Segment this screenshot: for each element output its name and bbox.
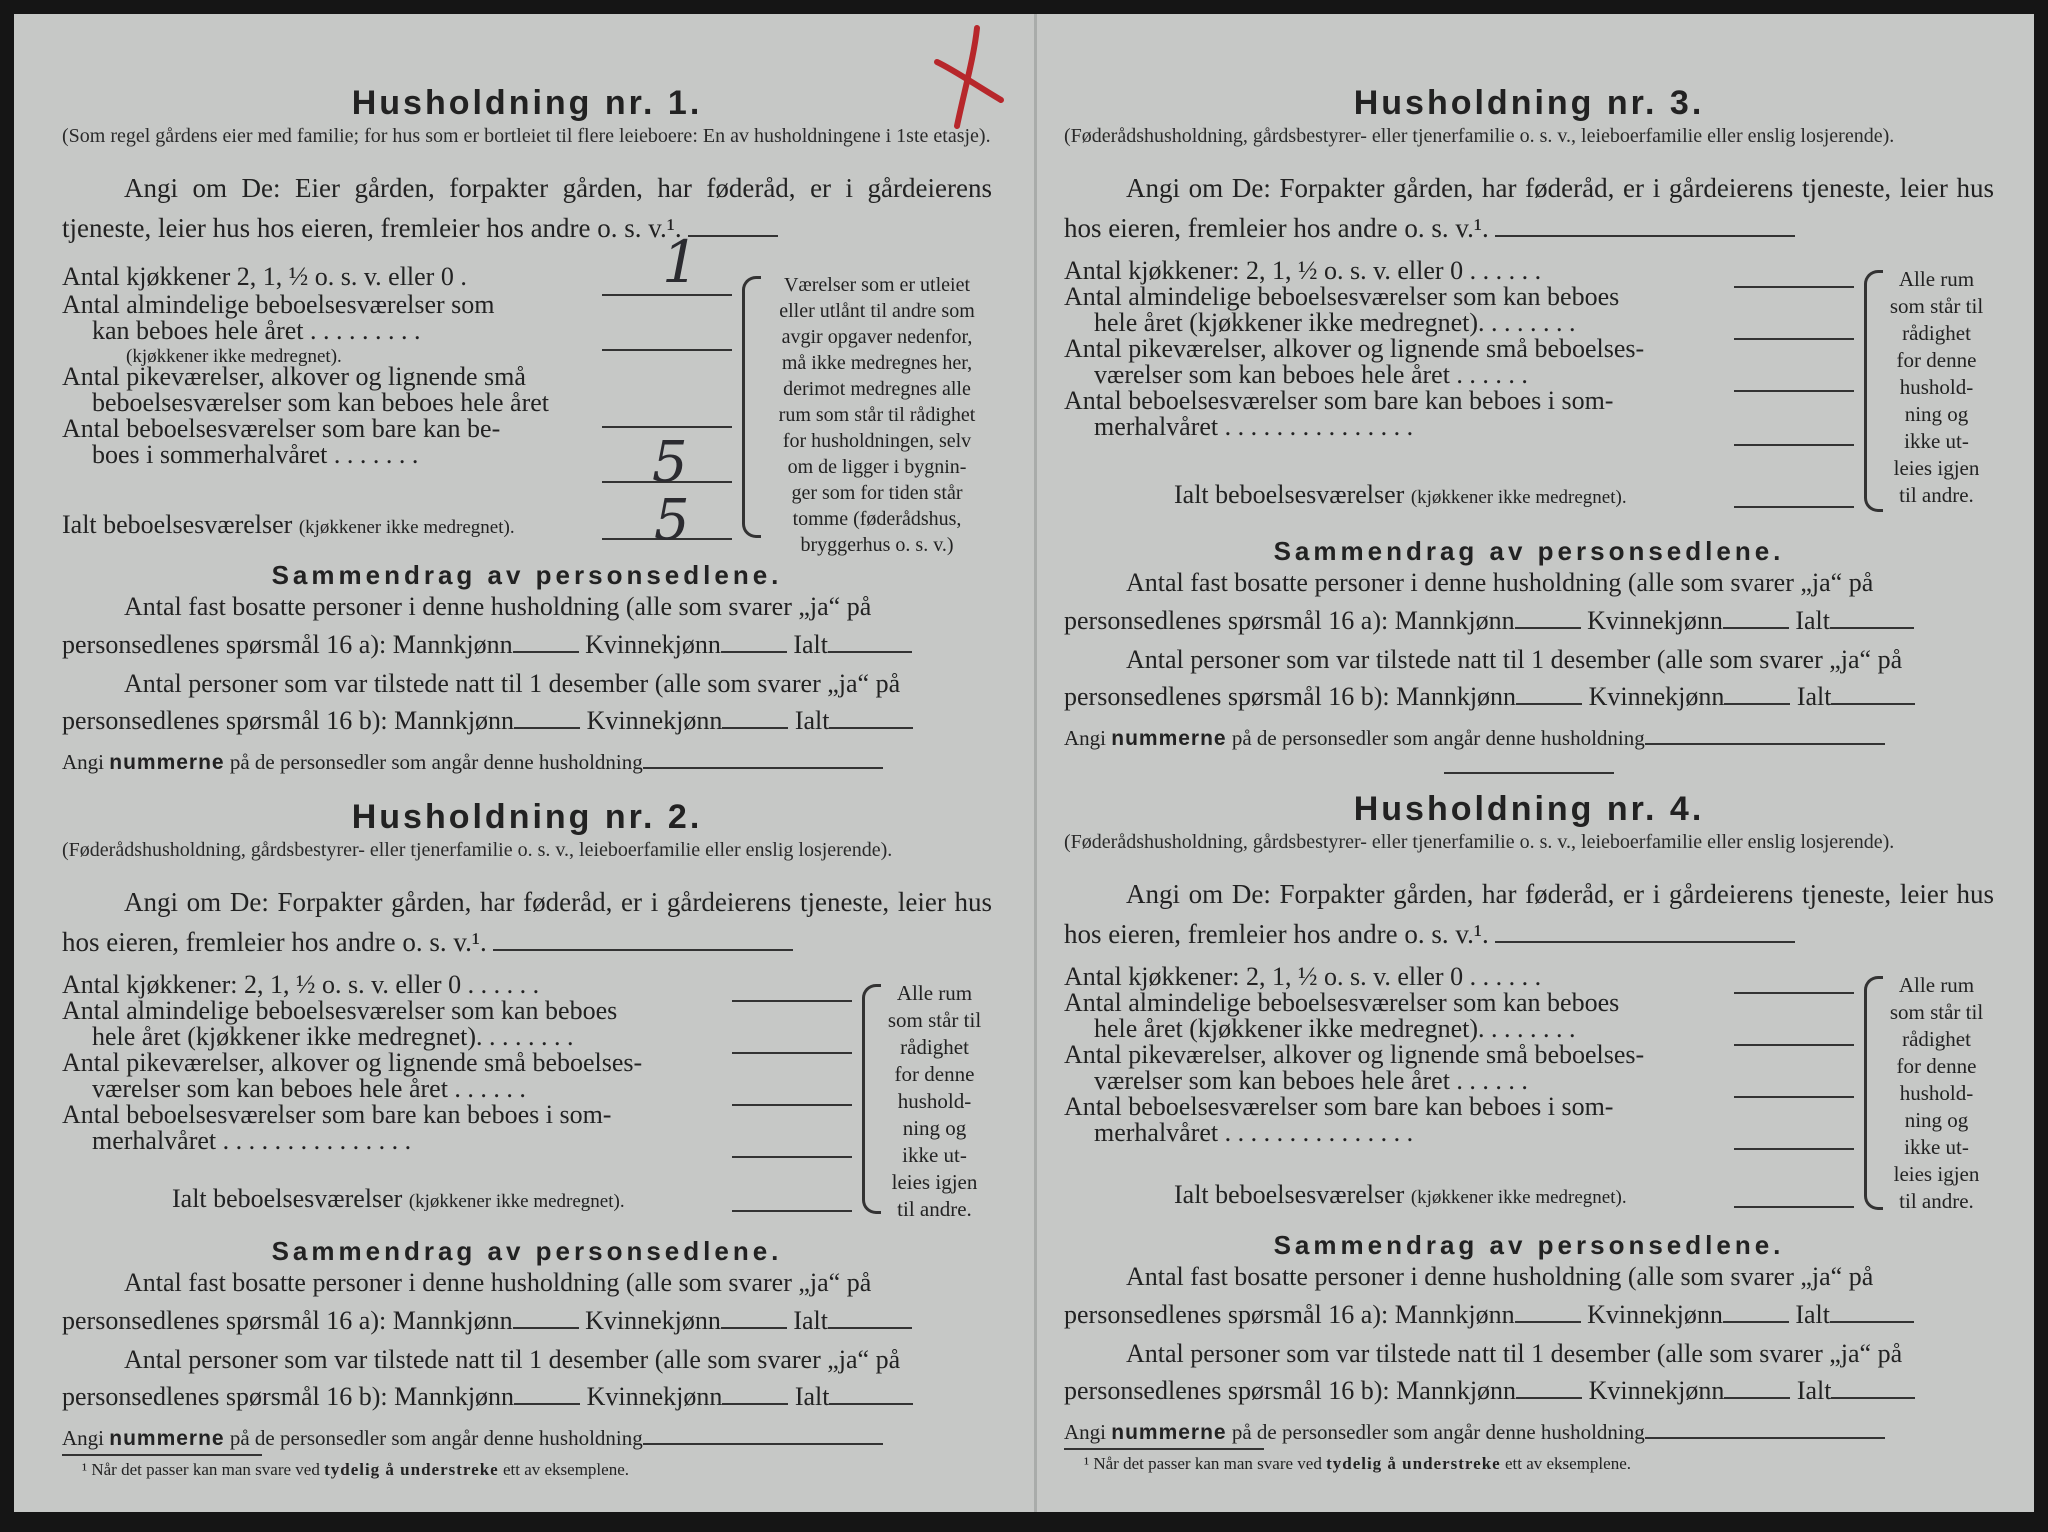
hh1-summary-q1: [62, 592, 992, 622]
left-footnote-pre: Når det passer kan man svare ved: [91, 1460, 320, 1479]
hh1-summary-q2: [62, 669, 992, 699]
hh3-angi-bold: nummerne: [1111, 727, 1227, 750]
census-form-sheet: [14, 14, 2034, 1512]
hh1-q1-label: personsedlenes spørsmål 16 a):: [62, 630, 387, 659]
hh2-angi-post: på de personsedler som angår denne husholdning: [229, 1426, 643, 1450]
hh2-total-field[interactable]: [732, 1210, 852, 1212]
hh3-regular-rooms-field[interactable]: [1734, 338, 1854, 340]
hh4-q1-male-label: Mannkjønn: [1394, 1300, 1515, 1329]
hh1-q1-female-label: Kvinnekjønn: [585, 630, 721, 659]
hh1-angi-pre: Angi: [62, 750, 104, 774]
hh4-q2-male-field[interactable]: [1516, 1377, 1582, 1399]
household-3-question: [1064, 168, 1994, 248]
hh1-brace: [742, 276, 761, 538]
hh2-summer-rooms-row-cont: merhalvåret . . . . . . . . . . . . . . .: [92, 1126, 412, 1155]
hh1-q1-female-field[interactable]: [721, 631, 787, 653]
household-3-question-text: Angi om De: Forpakter gården, har føderåd, er i gårdeierens tjeneste, leier hus hos eieren, fremleier hos andre o. s. v.¹.: [1064, 173, 1994, 243]
hh4-q2-male-label: Mannkjønn: [1396, 1376, 1517, 1405]
hh1-small-rooms-field[interactable]: [602, 426, 732, 428]
hh4-small-rooms-field[interactable]: [1734, 1096, 1854, 1098]
household-2-status-field[interactable]: [493, 925, 793, 951]
hh4-summer-rooms-row-cont: merhalvåret . . . . . . . . . . . . . . .: [1094, 1118, 1414, 1147]
hh2-q1-total-field[interactable]: [828, 1307, 912, 1329]
hh3-q1-female-field[interactable]: [1723, 607, 1789, 629]
hh1-side-note-line: må ikke medregnes her,: [781, 352, 973, 374]
hh3-side-note-line: rådighet: [1902, 321, 1971, 345]
household-4-note: (Føderådshusholdning, gårdsbestyrer- eller tjenerfamilie o. s. v., leieboerfamilie eller enslig losjerende).: [1064, 831, 1895, 853]
hh4-summer-rooms-field[interactable]: [1734, 1148, 1854, 1150]
hh2-side-note-line: ning og: [902, 1116, 967, 1140]
hh1-kitchens-row: Antal kjøkkener 2, 1, ½ o. s. v. eller 0 .: [62, 262, 467, 291]
left-footnote-marker: ¹: [82, 1460, 88, 1479]
hh2-angi-numbers: [62, 1426, 992, 1451]
hh1-summary-q1-answers: [62, 630, 992, 660]
hh1-side-note-line: rum som står til rådighet: [778, 404, 976, 426]
hh3-side-note-line: hushold-: [1899, 375, 1974, 399]
hh1-total-handwritten: 5: [654, 488, 690, 553]
household-2-question: [62, 882, 992, 962]
household-2-note: (Føderådshusholdning, gårdsbestyrer- eller tjenerfamilie o. s. v., leieboerfamilie eller enslig losjerende).: [62, 839, 893, 861]
hh4-q1-total-label: Ialt: [1795, 1300, 1831, 1329]
hh1-q1-total-label: Ialt: [793, 630, 829, 659]
hh3-q1-label: personsedlenes spørsmål 16 a):: [1064, 606, 1389, 635]
hh2-q1-female-label: Kvinnekjønn: [585, 1306, 721, 1335]
household-2-question-text: Angi om De: Forpakter gården, har føderåd, er i gårdeierens tjeneste, leier hus hos eieren, fremleier hos andre o. s. v.¹.: [62, 887, 992, 957]
hh1-side-note-line: eller utlånt til andre som: [779, 300, 975, 322]
hh3-q1-female-label: Kvinnekjønn: [1587, 606, 1723, 635]
hh2-q2-male-label: Mannkjønn: [394, 1382, 515, 1411]
hh2-q2-female-field[interactable]: [722, 1383, 788, 1405]
hh3-side-note-line: til andre.: [1899, 483, 1974, 507]
hh1-regular-rooms-row-cont: kan beboes hele året . . . . . . . . .: [92, 316, 421, 345]
hh4-summary-q1: [1064, 1262, 1994, 1292]
hh2-q1-total-label: Ialt: [793, 1306, 829, 1335]
hh2-side-note-line: Alle rum: [896, 981, 973, 1005]
hh3-side-note-line: ning og: [1904, 402, 1969, 426]
hh3-angi-post: på de personsedler som angår denne husholdning: [1231, 726, 1645, 750]
hh3-q2-total-label: Ialt: [1796, 682, 1832, 711]
hh4-side-note-line: ning og: [1904, 1108, 1969, 1132]
hh4-regular-rooms-field[interactable]: [1734, 1044, 1854, 1046]
hh4-side-note-line: ikke ut-: [1904, 1135, 1969, 1159]
hh3-q2-label: personsedlenes spørsmål 16 b):: [1064, 682, 1390, 711]
hh1-kitchens-handwritten: 1: [662, 228, 699, 296]
household-1-question-text: Angi om De: Eier gården, forpakter gården, har føderåd, er i gårdeierens tjeneste, leier hus hos eieren, fremleier hos andre o. s. v.¹.: [62, 173, 992, 243]
household-4-rooms: [1064, 964, 1724, 1146]
hh3-q1-total-field[interactable]: [1830, 607, 1914, 629]
hh1-summer-rooms-row-cont: boes i sommerhalvåret . . . . . . .: [92, 440, 419, 469]
hh1-q2-female-field[interactable]: [722, 707, 788, 729]
hh2-summary-q2-text: Antal personer som var tilstede natt til 1 desember (alle som svarer „ja“ på: [124, 1345, 901, 1374]
hh4-kitchens-row: Antal kjøkkener: 2, 1, ½ o. s. v. eller 0 . . . . . .: [1064, 962, 1542, 991]
hh4-q2-total-label: Ialt: [1796, 1376, 1832, 1405]
hh4-angi-field[interactable]: [1645, 1421, 1885, 1439]
hh1-q2-male-field[interactable]: [514, 707, 580, 729]
hh1-total-sub: (kjøkkener ikke medregnet).: [298, 517, 515, 538]
left-footnote-post: ett av eksemplene.: [502, 1460, 629, 1479]
right-footnote-post: ett av eksemplene.: [1504, 1454, 1631, 1473]
household-4-status-field[interactable]: [1495, 917, 1795, 943]
hh3-summary-q1-text: Antal fast bosatte personer i denne husholdning (alle som svarer „ja“ på: [1126, 568, 1874, 597]
hh1-summary-q1-text: Antal fast bosatte personer i denne husholdning (alle som svarer „ja“ på: [124, 592, 872, 621]
hh3-summary-q1-answers: [1064, 606, 1994, 636]
hh1-total-label: Ialt beboelsesværelser: [62, 510, 293, 539]
household-4-title: Husholdning nr. 4.: [1353, 790, 1705, 828]
hh2-side-note-line: hushold-: [897, 1089, 972, 1113]
hh1-q2-label: personsedlenes spørsmål 16 b):: [62, 706, 388, 735]
household-2-rooms: [62, 972, 722, 1154]
household-3-note: (Føderådshusholdning, gårdsbestyrer- eller tjenerfamilie o. s. v., leieboerfamilie eller enslig losjerende).: [1064, 125, 1895, 147]
hh4-total-label: Ialt beboelsesværelser: [1174, 1180, 1405, 1209]
hh4-q1-male-field[interactable]: [1515, 1301, 1581, 1323]
hh3-side-note-line: ikke ut-: [1904, 429, 1969, 453]
hh2-q2-female-label: Kvinnekjønn: [586, 1382, 723, 1411]
hh4-summer-rooms-row: Antal beboelsesværelser som bare kan beboes i som-: [1064, 1092, 1614, 1121]
hh2-summary-heading: Sammendrag av personsedlene.: [271, 1236, 783, 1266]
hh1-side-note-line: avgir opgaver nedenfor,: [781, 326, 973, 348]
footnote-separator: [62, 1454, 262, 1456]
hh4-kitchens-field[interactable]: [1734, 992, 1854, 994]
hh2-summer-rooms-row: Antal beboelsesværelser som bare kan beboes i som-: [62, 1100, 612, 1129]
hh3-q2-male-field[interactable]: [1516, 683, 1582, 705]
hh2-angi-bold: nummerne: [109, 1427, 225, 1450]
household-1-rooms: [62, 264, 582, 468]
hh2-side-note-line: som står til: [887, 1008, 982, 1032]
hh2-q2-total-label: Ialt: [794, 1382, 830, 1411]
hh4-q1-female-label: Kvinnekjønn: [1587, 1300, 1723, 1329]
left-footnote: [82, 1460, 629, 1480]
hh2-q1-male-label: Mannkjønn: [392, 1306, 513, 1335]
hh3-q2-male-label: Mannkjønn: [1396, 682, 1517, 711]
hh4-regular-rooms-row-cont: hele året (kjøkkener ikke medregnet). . . . . . . .: [1094, 1014, 1576, 1043]
hh3-q2-female-field[interactable]: [1724, 683, 1790, 705]
hh2-summary-q2: [62, 1345, 992, 1375]
hh2-side-note-line: leies igjen: [891, 1170, 978, 1194]
household-3-title: Husholdning nr. 3.: [1353, 84, 1705, 122]
right-footnote-marker: ¹: [1084, 1454, 1090, 1473]
hh3-total-field[interactable]: [1734, 506, 1854, 508]
hh4-q1-label: personsedlenes spørsmål 16 a):: [1064, 1300, 1389, 1329]
hh2-summary-q1: [62, 1268, 992, 1298]
hh3-summer-rooms-field[interactable]: [1734, 444, 1854, 446]
hh3-side-note: [1879, 266, 1994, 509]
hh1-q1-male-field[interactable]: [513, 631, 579, 653]
hh2-q2-male-field[interactable]: [514, 1383, 580, 1405]
hh1-q2-female-label: Kvinnekjønn: [586, 706, 723, 735]
hh4-side-note-line: hushold-: [1899, 1081, 1974, 1105]
hh4-summary-heading: Sammendrag av personsedlene.: [1273, 1230, 1785, 1260]
hh4-q2-label: personsedlenes spørsmål 16 b):: [1064, 1376, 1390, 1405]
hh1-summer-rooms-handwritten: 5: [652, 430, 688, 495]
hh2-small-rooms-row-cont: værelser som kan beboes hele året . . . . . .: [92, 1074, 526, 1103]
hh3-summary-q2-text: Antal personer som var tilstede natt til 1 desember (alle som svarer „ja“ på: [1126, 645, 1903, 674]
hh1-small-rooms-row-cont: beboelsesværelser som kan beboes hele året: [92, 388, 550, 417]
hh2-side-note-line: til andre.: [897, 1197, 972, 1221]
household-4-question: [1064, 874, 1994, 954]
hh1-angi-field[interactable]: [643, 751, 883, 769]
hh2-q1-female-field[interactable]: [721, 1307, 787, 1329]
hh3-q1-total-label: Ialt: [1795, 606, 1831, 635]
hh3-side-note-line: for denne: [1896, 348, 1977, 372]
hh2-regular-rooms-field[interactable]: [732, 1052, 852, 1054]
hh3-summary-heading: Sammendrag av personsedlene.: [1273, 536, 1785, 566]
right-footnote: [1084, 1454, 1631, 1474]
hh3-angi-pre: Angi: [1064, 726, 1106, 750]
hh1-angi-numbers: [62, 750, 992, 775]
hh3-angi-numbers: [1064, 726, 1994, 751]
hh4-q1-total-field[interactable]: [1830, 1301, 1914, 1323]
household-4-question-text: Angi om De: Forpakter gården, har føderåd, er i gårdeierens tjeneste, leier hus hos eieren, fremleier hos andre o. s. v.¹.: [1064, 879, 1994, 949]
hh4-q1-female-field[interactable]: [1723, 1301, 1789, 1323]
hh2-summer-rooms-field[interactable]: [732, 1156, 852, 1158]
hh3-summary-q2-answers: [1064, 682, 1994, 712]
right-footnote-pre: Når det passer kan man svare ved: [1093, 1454, 1322, 1473]
hh4-total-sub: (kjøkkener ikke medregnet).: [1410, 1187, 1627, 1208]
hh3-summer-rooms-row-cont: merhalvåret . . . . . . . . . . . . . . .: [1094, 412, 1414, 441]
hh3-q2-total-field[interactable]: [1831, 683, 1915, 705]
hh1-side-note-line: bryggerhus o. s. v.): [800, 534, 954, 556]
hh3-side-note-line: leies igjen: [1893, 456, 1980, 480]
hh3-regular-rooms-row-cont: hele året (kjøkkener ikke medregnet). . . . . . . .: [1094, 308, 1576, 337]
hh3-small-rooms-row-cont: værelser som kan beboes hele året . . . . . .: [1094, 360, 1528, 389]
household-2-title: Husholdning nr. 2.: [351, 798, 703, 836]
hh4-angi-numbers: [1064, 1420, 1994, 1445]
hh1-side-note: [762, 272, 992, 558]
hh4-angi-pre: Angi: [1064, 1420, 1106, 1444]
hh3-regular-rooms-row: Antal almindelige beboelsesværelser som kan beboes: [1064, 282, 1620, 311]
hh2-side-note-line: ikke ut-: [902, 1143, 967, 1167]
household-1-note: (Som regel gårdens eier med familie; for hus som er bortleiet til flere leieboere: En av husholdningene i 1ste etasje).: [62, 125, 991, 147]
hh4-side-note-line: rådighet: [1902, 1027, 1971, 1051]
hh1-summary-q2-answers: [62, 706, 992, 736]
right-footnote-separator: [1064, 1448, 1264, 1450]
hh3-small-rooms-field[interactable]: [1734, 390, 1854, 392]
hh1-side-note-line: for husholdningen, selv: [782, 430, 972, 452]
hh3-side-note-line: Alle rum: [1898, 267, 1975, 291]
hh3-kitchens-row: Antal kjøkkener: 2, 1, ½ o. s. v. eller 0 . . . . . .: [1064, 256, 1542, 285]
hh4-angi-post: på de personsedler som angår denne husholdning: [1231, 1420, 1645, 1444]
hh3-angi-field[interactable]: [1645, 727, 1885, 745]
hh4-q2-female-label: Kvinnekjønn: [1588, 1376, 1725, 1405]
hh2-side-note: [877, 980, 992, 1223]
hh1-small-rooms-row: Antal pikeværelser, alkover og lignende små: [62, 362, 526, 391]
page-fold: [1034, 14, 1037, 1512]
household-1-title: Husholdning nr. 1.: [351, 84, 703, 122]
hh1-q2-male-label: Mannkjønn: [394, 706, 515, 735]
hh4-q2-female-field[interactable]: [1724, 1377, 1790, 1399]
hh3-q1-male-label: Mannkjønn: [1394, 606, 1515, 635]
hh2-regular-rooms-row: Antal almindelige beboelsesværelser som kan beboes: [62, 996, 618, 1025]
hh2-regular-rooms-row-cont: hele året (kjøkkener ikke medregnet). . . . . . . .: [92, 1022, 574, 1051]
hh1-side-note-line: Værelser som er utleiet: [783, 274, 971, 296]
hh1-regular-rooms-note: (kjøkkener ikke medregnet).: [126, 346, 342, 367]
hh3-small-rooms-row: Antal pikeværelser, alkover og lignende små beboelses-: [1064, 334, 1645, 363]
hh3-q2-female-label: Kvinnekjønn: [1588, 682, 1725, 711]
hh3-side-note-line: som står til: [1889, 294, 1984, 318]
hh4-side-note-line: til andre.: [1899, 1189, 1974, 1213]
hh1-q1-total-field[interactable]: [828, 631, 912, 653]
hh2-total-sub: (kjøkkener ikke medregnet).: [408, 1191, 625, 1212]
hh3-total-label: Ialt beboelsesværelser: [1174, 480, 1405, 509]
hh1-side-note-line: om de ligger i bygnin-: [787, 456, 967, 478]
hh4-side-note-line: som står til: [1889, 1000, 1984, 1024]
hh3-total-sub: (kjøkkener ikke medregnet).: [1410, 487, 1627, 508]
hh1-angi-post: på de personsedler som angår denne husholdning: [229, 750, 643, 774]
hh2-side-note-line: for denne: [894, 1062, 975, 1086]
hh1-q1-male-label: Mannkjønn: [392, 630, 513, 659]
hh4-summary-q2-answers: [1064, 1376, 1994, 1406]
right-footnote-bold: tydelig å understreke: [1326, 1454, 1501, 1473]
household-1-status-field[interactable]: [688, 211, 778, 237]
hh2-angi-pre: Angi: [62, 1426, 104, 1450]
hh4-summary-q2-text: Antal personer som var tilstede natt til 1 desember (alle som svarer „ja“ på: [1126, 1339, 1903, 1368]
hh4-angi-bold: nummerne: [1111, 1421, 1227, 1444]
left-footnote-bold: tydelig å understreke: [324, 1460, 499, 1479]
hh3-summary-q2: [1064, 645, 1994, 675]
hh2-total-label: Ialt beboelsesværelser: [172, 1184, 403, 1213]
hh2-kitchens-field[interactable]: [732, 1000, 852, 1002]
hh3-q1-male-field[interactable]: [1515, 607, 1581, 629]
hh2-q2-total-field[interactable]: [829, 1383, 913, 1405]
hh1-summary-heading: Sammendrag av personsedlene.: [271, 560, 783, 590]
hh1-summer-rooms-row: Antal beboelsesværelser som bare kan be-: [62, 414, 501, 443]
hh1-q2-total-field[interactable]: [829, 707, 913, 729]
hh4-side-note-line: Alle rum: [1898, 973, 1975, 997]
hh2-side-note-line: rådighet: [900, 1035, 969, 1059]
hh4-side-note: [1879, 972, 1994, 1215]
hh1-regular-rooms-row: Antal almindelige beboelsesværelser som: [62, 290, 495, 319]
hh3-kitchens-field[interactable]: [1734, 286, 1854, 288]
hh4-side-note-line: leies igjen: [1893, 1162, 1980, 1186]
household-3-rooms: [1064, 258, 1724, 440]
hh2-q1-male-field[interactable]: [513, 1307, 579, 1329]
hh3-summary-q1: [1064, 568, 1994, 598]
hh2-summary-q2-answers: [62, 1382, 992, 1412]
hh2-q1-label: personsedlenes spørsmål 16 a):: [62, 1306, 387, 1335]
hh4-small-rooms-row-cont: værelser som kan beboes hele året . . . . . .: [1094, 1066, 1528, 1095]
hh4-summary-q2: [1064, 1339, 1994, 1369]
hh1-regular-rooms-field[interactable]: [602, 349, 732, 351]
section-separator: [1444, 772, 1614, 774]
hh4-summary-q1-text: Antal fast bosatte personer i denne husholdning (alle som svarer „ja“ på: [1126, 1262, 1874, 1291]
hh1-side-note-line: derimot medregnes alle: [783, 378, 971, 400]
hh1-angi-bold: nummerne: [109, 751, 225, 774]
hh4-regular-rooms-row: Antal almindelige beboelsesværelser som kan beboes: [1064, 988, 1620, 1017]
hh2-q2-label: personsedlenes spørsmål 16 b):: [62, 1382, 388, 1411]
hh2-angi-field[interactable]: [643, 1427, 883, 1445]
hh2-kitchens-row: Antal kjøkkener: 2, 1, ½ o. s. v. eller 0 . . . . . .: [62, 970, 540, 999]
hh4-q2-total-field[interactable]: [1831, 1377, 1915, 1399]
hh1-summary-q2-text: Antal personer som var tilstede natt til 1 desember (alle som svarer „ja“ på: [124, 669, 901, 698]
hh4-total-field[interactable]: [1734, 1206, 1854, 1208]
hh2-small-rooms-field[interactable]: [732, 1104, 852, 1106]
hh3-summer-rooms-row: Antal beboelsesværelser som bare kan beboes i som-: [1064, 386, 1614, 415]
hh2-small-rooms-row: Antal pikeværelser, alkover og lignende små beboelses-: [62, 1048, 643, 1077]
household-3-status-field[interactable]: [1495, 211, 1795, 237]
hh4-side-note-line: for denne: [1896, 1054, 1977, 1078]
hh1-side-note-line: tomme (føderådshus,: [792, 508, 962, 530]
hh4-small-rooms-row: Antal pikeværelser, alkover og lignende små beboelses-: [1064, 1040, 1645, 1069]
household-1-question: [62, 168, 992, 248]
hh2-summary-q1-answers: [62, 1306, 992, 1336]
hh4-summary-q1-answers: [1064, 1300, 1994, 1330]
hh2-summary-q1-text: Antal fast bosatte personer i denne husholdning (alle som svarer „ja“ på: [124, 1268, 872, 1297]
hh1-q2-total-label: Ialt: [794, 706, 830, 735]
hh1-side-note-line: ger som for tiden står: [791, 482, 963, 504]
